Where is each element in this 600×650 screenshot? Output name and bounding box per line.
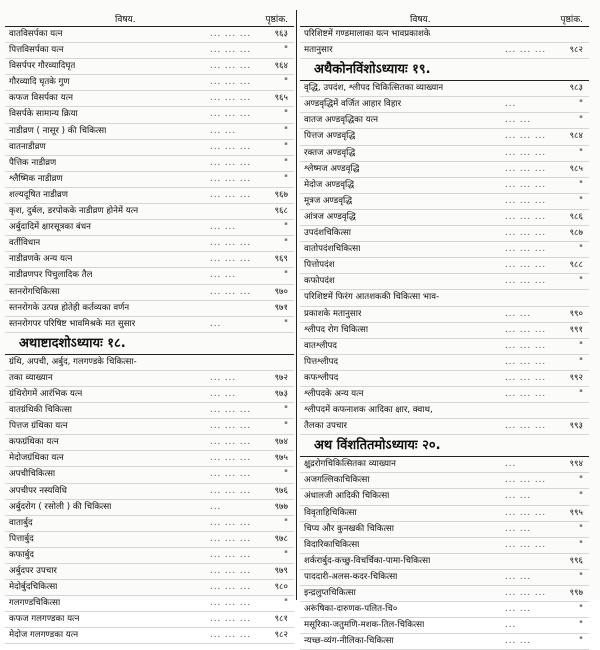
leader-dots: ... ... ... [505,45,547,56]
entry-page-number: ९७६ [274,485,288,496]
entry-subject: मसूरिका-जतुमणि-मशक-तिल-चिकित्सा [304,620,425,631]
leader-dots: ... [210,501,222,512]
index-entry [300,146,589,162]
entry-subject: उपदंशचिकित्सा [304,228,351,239]
entry-subject: कफार्बुद [9,549,34,560]
index-entry [5,612,294,628]
leader-dots: ... ... ... [505,356,547,367]
leader-dots: ... ... ... [210,437,252,448]
entry-subject: अजगल्लिकाचिकित्सा [304,475,370,486]
leader-dots: ... ... ... [210,517,252,528]
entry-subject: श्लैष्मिक नाडीव्रण [9,173,63,184]
index-entry [300,178,589,194]
index-entry [300,97,589,113]
leader-dots: ... ... ... [210,61,252,72]
leader-dots: ... [505,620,517,631]
leader-dots: ... ... ... [210,45,252,56]
leader-dots: ... ... ... [505,372,547,383]
entry-subject: रक्तज अण्डवृद्धि [304,147,356,158]
leader-dots: ... ... [505,308,532,319]
entry-subject: नाडीव्रणके अन्य यत्न [9,254,73,265]
index-entry [5,596,294,612]
leader-dots: ... ... ... [210,141,252,152]
entry-page-number: ९८७ [569,228,583,239]
entry-page-number: ९८२ [569,45,583,56]
index-entry [300,258,589,274]
index-entry [5,220,294,236]
subject-heading: विषय. [410,15,431,25]
leader-dots: ... ... ... [210,421,252,432]
entry-subject: अर्बुदादिमें क्षारसूत्रका बंधन [9,222,91,233]
left-entries-b [5,355,294,645]
entry-subject: मेदोज गलगण्डका यत्न [9,630,79,641]
entry-page-number: ९७९ [274,566,288,576]
entry-page-number: " [284,318,288,329]
index-entry [5,27,294,43]
index-entry [5,371,294,387]
entry-subject: पित्तज ग्रंथिका यत्न [9,421,68,432]
index-entry [5,236,294,252]
leader-dots: ... ... ... [210,614,252,625]
entry-subject: अण्डवृद्धिमें वर्जित आहार विहार [304,99,402,110]
entry-page-number: " [284,173,288,184]
entry-page-number: " [579,340,583,351]
entry-subject: तका व्याख्यान [9,372,53,383]
leader-dots: ... ... [505,491,532,502]
entry-subject: वातश्लीपद [304,340,337,351]
entry-subject: कफोपदंश [304,276,335,287]
entry-page-number: ९६७ [274,189,288,200]
entry-subject: मेदोर्बुदचिकित्सा [9,582,58,593]
leader-dots: ... ... [210,372,237,383]
leader-dots: ... ... ... [210,77,252,88]
entry-subject: प्रकाशके मतानुसार [304,308,362,319]
entry-subject: कफश्लीपद [304,372,339,383]
entry-subject: वातनाडीव्रण [9,141,46,152]
index-entry [5,75,294,91]
page-heading: पृष्ठांक. [265,15,288,25]
entry-page-number: ९६५ [274,93,288,104]
entry-subject: पित्तज अण्डवृद्धि [304,131,356,142]
leader-dots: ... ... [210,222,237,233]
entry-page-number: " [284,109,288,120]
index-entry [300,355,589,371]
entry-subject: वातविसर्पका यत्न [9,29,63,39]
entry-subject: पित्तार्बुद [9,533,34,544]
left-column-header [5,10,294,27]
index-entry [5,317,294,333]
leader-dots: ... ... [210,125,237,136]
entry-subject: अंधालजी आदिकी चिकित्सा [304,491,390,502]
index-entry [5,285,294,301]
index-entry [300,602,589,618]
entry-subject: मेदोजग्रंथिका यत्न [9,453,64,464]
entry-subject: पित्तश्लीपद [304,356,339,367]
index-entry [300,489,589,505]
entry-page-number: " [284,517,288,528]
leader-dots: ... ... ... [505,163,547,174]
entry-page-number: ९६८ [274,206,288,217]
index-entry [5,435,294,451]
leader-dots: ... ... ... [210,109,252,120]
leader-dots: ... ... ... [210,598,252,609]
index-entry [300,554,589,570]
index-entry [5,268,294,284]
leader-dots: ... ... ... [505,131,547,142]
leader-dots: ... ... ... [210,549,252,560]
index-entry [300,618,589,634]
index-entry [5,156,294,172]
entry-page-number: ९७८ [274,533,288,544]
leader-dots: ... ... ... [505,228,547,239]
entry-page-number: " [284,157,288,168]
entry-page-number: ९८० [274,582,288,593]
index-entry [300,323,589,339]
entry-page-number: " [579,388,583,399]
entry-page-number: " [579,115,583,126]
index-entry [5,451,294,467]
leader-dots: ... ... [505,636,532,647]
chapter-18-heading: अथाष्टादशोऽध्यायः १८. [5,333,294,355]
entry-subject: ग्रंथि, अपची, अर्बुद, गलगण्डके चिकित्सा- [9,356,137,367]
entry-page-number: ९९४ [569,459,583,470]
leader-dots: ... ... ... [505,276,547,287]
index-entry [300,162,589,178]
entry-subject: मूत्रज अण्डवृद्धि [304,195,353,206]
entry-subject: नाडीव्रण ( नासूर ) की चिकित्सा [9,125,107,136]
leader-dots: ... ... [210,388,237,399]
entry-page-number: ९७७ [274,501,288,512]
entry-page-number: ९७२ [274,372,288,383]
index-entry [300,242,589,258]
leader-dots: ... ... ... [210,582,252,593]
entry-subject: वृद्धि, उपदंश, श्लीपद चिकित्सितका व्याख्यान [304,83,444,94]
entry-page-number: ९८३ [569,83,583,94]
entry-subject: स्तनरोगके उत्पन्न होतेही कर्तव्यका वर्णन [9,302,130,313]
leader-dots: ... ... ... [210,469,252,480]
index-entry [5,43,294,59]
entry-subject: श्लीपदमें कफनाशक आदिका क्षार, क्वाथ, [304,405,433,416]
leader-dots: ... ... ... [505,539,547,550]
leader-dots: ... [505,99,517,110]
entry-subject: नाडीव्रणपर पिचुलादिक तैल [9,270,93,281]
index-entry [300,473,589,489]
leader-dots: ... ... ... [505,588,547,598]
index-entry [300,226,589,242]
leader-dots: ... ... ... [210,189,252,200]
index-entry [300,290,589,306]
index-entry [5,403,294,419]
right-entries-b [300,81,589,435]
entry-page-number: " [284,141,288,152]
entry-subject: चिप्य और कुनखकी चिकित्सा [304,523,394,534]
entry-page-number: ९८२ [274,630,288,641]
index-entry [5,140,294,156]
leader-dots: ... ... ... [210,254,252,265]
entry-page-number: ९८८ [569,260,583,271]
entry-page-number: ९९१ [569,324,583,335]
right-column-header [300,10,589,27]
entry-subject: परिशिष्टमें फिरंग आतशककी चिकित्सा भाव- [304,292,440,303]
index-entry [300,81,589,97]
entry-subject: कफज गलगण्डका यत्न [9,614,80,625]
entry-page-number: " [284,469,288,480]
entry-subject: वातोपदंशचिकित्सा [304,244,361,255]
entry-subject: स्तनरोगचिकित्सा [9,286,60,297]
index-entry [300,538,589,554]
leader-dots: ... ... ... [210,173,252,184]
index-entry [300,194,589,210]
index-entry [300,210,589,226]
entry-page-number: ९७५ [274,453,288,464]
entry-subject: पित्तविसर्पका यत्न [9,45,64,56]
index-entry [300,522,589,538]
index-entry [5,59,294,75]
entry-subject: गलगण्डचिकित्सा [9,598,61,609]
entry-subject: पाददारी-अलस-कदर-चिकित्सा [304,571,398,582]
entry-subject: कफज विसर्पका यत्न [9,93,73,104]
entry-page-number: ९८५ [569,163,583,174]
entry-page-number: ९८१ [274,614,288,625]
chapter-19-heading: अथैकोनविंशोऽध्यायः १९. [300,59,589,81]
index-entry [5,500,294,516]
entry-subject: तैलका उपचार [304,421,348,432]
entry-page-number: " [284,238,288,249]
leader-dots: ... ... ... [210,630,252,641]
entry-page-number: " [284,125,288,136]
index-entry [5,172,294,188]
entry-subject: अर्बुदरोग ( रसोली ) की चिकित्सा [9,501,112,512]
index-entry [5,467,294,483]
index-entry [5,124,294,140]
entry-page-number: " [579,475,583,486]
entry-page-number: " [579,539,583,550]
leader-dots: ... ... [505,604,532,615]
index-entry [300,274,589,290]
index-entry [5,580,294,596]
entry-page-number: " [579,244,583,255]
index-entry [5,204,294,220]
leader-dots: ... ... ... [210,533,252,544]
entry-page-number: " [579,620,583,631]
entry-page-number: " [579,356,583,367]
entry-subject: मेदोज अण्डवृद्धि [304,179,355,190]
entry-subject: अपचीपर नस्यविधि [9,485,67,496]
index-entry [300,339,589,355]
entry-subject: मतानुसार [304,45,333,56]
entry-page-number: ९७३ [274,388,288,399]
entry-page-number: " [284,270,288,281]
entry-subject: इन्द्रलुप्तचिकित्सा [304,588,356,598]
entry-page-number: ९८६ [569,211,583,222]
leader-dots: ... ... [505,115,532,126]
leader-dots: ... ... ... [210,405,252,416]
entry-page-number: " [284,598,288,609]
entry-page-number: " [284,405,288,416]
leader-dots: ... ... [505,571,532,582]
leader-dots: ... ... ... [505,211,547,222]
entry-subject: शर्करार्बुद-कच्छु-विचर्चिका-पामा-चिकित्सा [304,555,431,566]
entry-page-number: ९७१ [274,302,288,313]
leader-dots: ... ... ... [505,179,547,190]
leader-dots: ... ... ... [210,453,252,464]
index-entry [5,516,294,532]
index-entry [300,634,589,650]
index-entry [300,129,589,145]
entry-page-number: " [579,99,583,110]
entry-subject: श्लीपद रोग चिकित्सा [304,324,369,335]
entry-subject: वातज अण्डवृद्धिका यत्न [304,115,379,126]
entry-subject: कफग्रंथिका यत्न [9,437,59,448]
leader-dots: ... ... ... [505,340,547,351]
entry-page-number: " [579,195,583,206]
index-entry [300,113,589,129]
index-entry [5,419,294,435]
leader-dots: ... ... ... [505,421,547,432]
entry-page-number: ९९७ [569,588,583,598]
leader-dots: ... ... ... [210,157,252,168]
index-entry [5,252,294,268]
index-entry [300,27,589,43]
entry-subject: आंत्रज अण्डवृद्धि [304,211,356,222]
entry-page-number: " [579,604,583,615]
index-entry [300,570,589,586]
entry-page-number: ९७४ [274,437,288,448]
index-entry [5,188,294,204]
entry-subject: श्लेष्मज अण्डवृद्धि [304,163,360,174]
entry-page-number: " [284,77,288,88]
index-entry [300,506,589,522]
entry-subject: अर्बुदपर उपचार [9,566,57,576]
leader-dots: ... ... ... [505,147,547,158]
entry-page-number: " [284,421,288,432]
index-entry [5,628,294,644]
entry-subject: ग्रंथिरोगमें आरंभिक यत्न [9,388,83,399]
leader-dots: ... ... ... [505,244,547,255]
index-entry [5,107,294,123]
right-entries-c [300,457,589,650]
leader-dots: ... ... ... [505,324,547,335]
entry-subject: विसर्पके सामान्य क्रिया [9,109,78,120]
entry-page-number: " [284,222,288,233]
right-column [300,10,589,650]
entry-subject: पित्तोपदंश [304,260,335,271]
entry-subject: पैत्तिक नाडीव्रण [9,157,57,168]
entry-subject: वर्तीविधान [9,238,41,249]
entry-page-number: ९६९ [274,254,288,265]
leader-dots: ... ... [210,270,237,281]
entry-page-number: " [579,523,583,534]
index-entry [300,371,589,387]
leader-dots: ... ... ... [505,475,547,486]
index-entry [5,301,294,317]
entry-page-number: " [579,276,583,287]
index-entry [300,43,589,59]
index-entry [300,387,589,403]
leader-dots: ... [210,318,222,329]
entry-page-number: " [579,571,583,582]
entry-subject: न्यच्छ-व्यंग-नीलिका-चिकित्सा [304,636,394,647]
leader-dots: ... ... ... [210,29,252,39]
entry-page-number: " [579,491,583,502]
index-entry [300,419,589,435]
chapter-20-heading: अथ विंशतितमोऽध्यायः २०. [300,435,589,457]
column-divider [296,10,297,600]
leader-dots: ... ... ... [210,286,252,297]
index-entry [5,564,294,580]
entry-subject: वातग्रंथिकी चिकित्सा [9,405,73,416]
entry-subject: क्षुद्ररोगचिकित्सितका व्याख्यान [304,459,396,470]
entry-subject: गौरव्यादि घृतके गुण [9,77,70,88]
entry-page-number: " [284,45,288,56]
index-entry [5,548,294,564]
index-entry [5,387,294,403]
leader-dots: ... ... ... [210,485,252,496]
page-heading: पृष्ठांक. [560,15,583,25]
leader-dots: ... ... ... [505,260,547,271]
leader-dots: ... ... ... [505,507,547,518]
leader-dots: ... ... ... [210,238,252,249]
entry-subject: विदारिकाचिकित्सा [304,539,360,550]
leader-dots: ... ... ... [505,195,547,206]
index-entry [300,457,589,473]
right-entries-a [300,27,589,59]
entry-page-number: ९९३ [569,421,583,432]
left-column [5,10,294,644]
leader-dots: ... [505,459,517,470]
entry-subject: शल्यदूषित नाडीव्रण [9,189,68,200]
entry-page-number: " [579,147,583,158]
index-entry [5,484,294,500]
index-entry [5,532,294,548]
subject-heading: विषय. [115,15,136,25]
index-entry [5,91,294,107]
leader-dots: ... ... ... [210,93,252,104]
entry-page-number: ९९२ [569,372,583,383]
entry-page-number: ९६३ [274,29,288,39]
entry-page-number: ९६४ [274,61,288,72]
index-entry [5,355,294,371]
entry-page-number: " [579,636,583,647]
entry-subject: विवृताहिचिकित्सा [304,507,357,518]
entry-page-number: ९७० [274,286,288,297]
leader-dots: ... ... [505,523,532,534]
entry-subject: अरूंषिका-दारुणक-पलित-चि० [304,604,398,615]
leader-dots: ... ... ... [210,566,252,576]
index-entry [300,403,589,419]
entry-subject: कृश, दुर्बल, डरपोकके नाडीव्रण होनेमें यत्न [9,206,139,217]
entry-subject: अपचीचिकित्सा [9,469,56,480]
entry-subject: वातार्बुद [9,517,33,528]
entry-page-number: ९९६ [569,555,583,566]
entry-page-number: " [579,179,583,190]
entry-page-number: ९९० [569,308,583,319]
entry-page-number: ९९५ [569,507,583,518]
entry-page-number: " [284,549,288,560]
entry-subject: स्तनरोगपर परिषिष्ट भावमिश्रके मत सुसार [9,318,136,329]
entry-page-number: ९८४ [569,131,583,142]
left-entries-a [5,27,294,333]
entry-subject: विसर्पपर गौरव्यादिघृत [9,61,76,72]
index-entry [300,307,589,323]
entry-subject: परिशिष्टमें गण्डमालाका यत्न भावप्रकाशके [304,29,431,39]
entry-subject: श्लीपदके अन्य यत्न [304,388,364,399]
leader-dots: ... ... ... [505,388,547,399]
